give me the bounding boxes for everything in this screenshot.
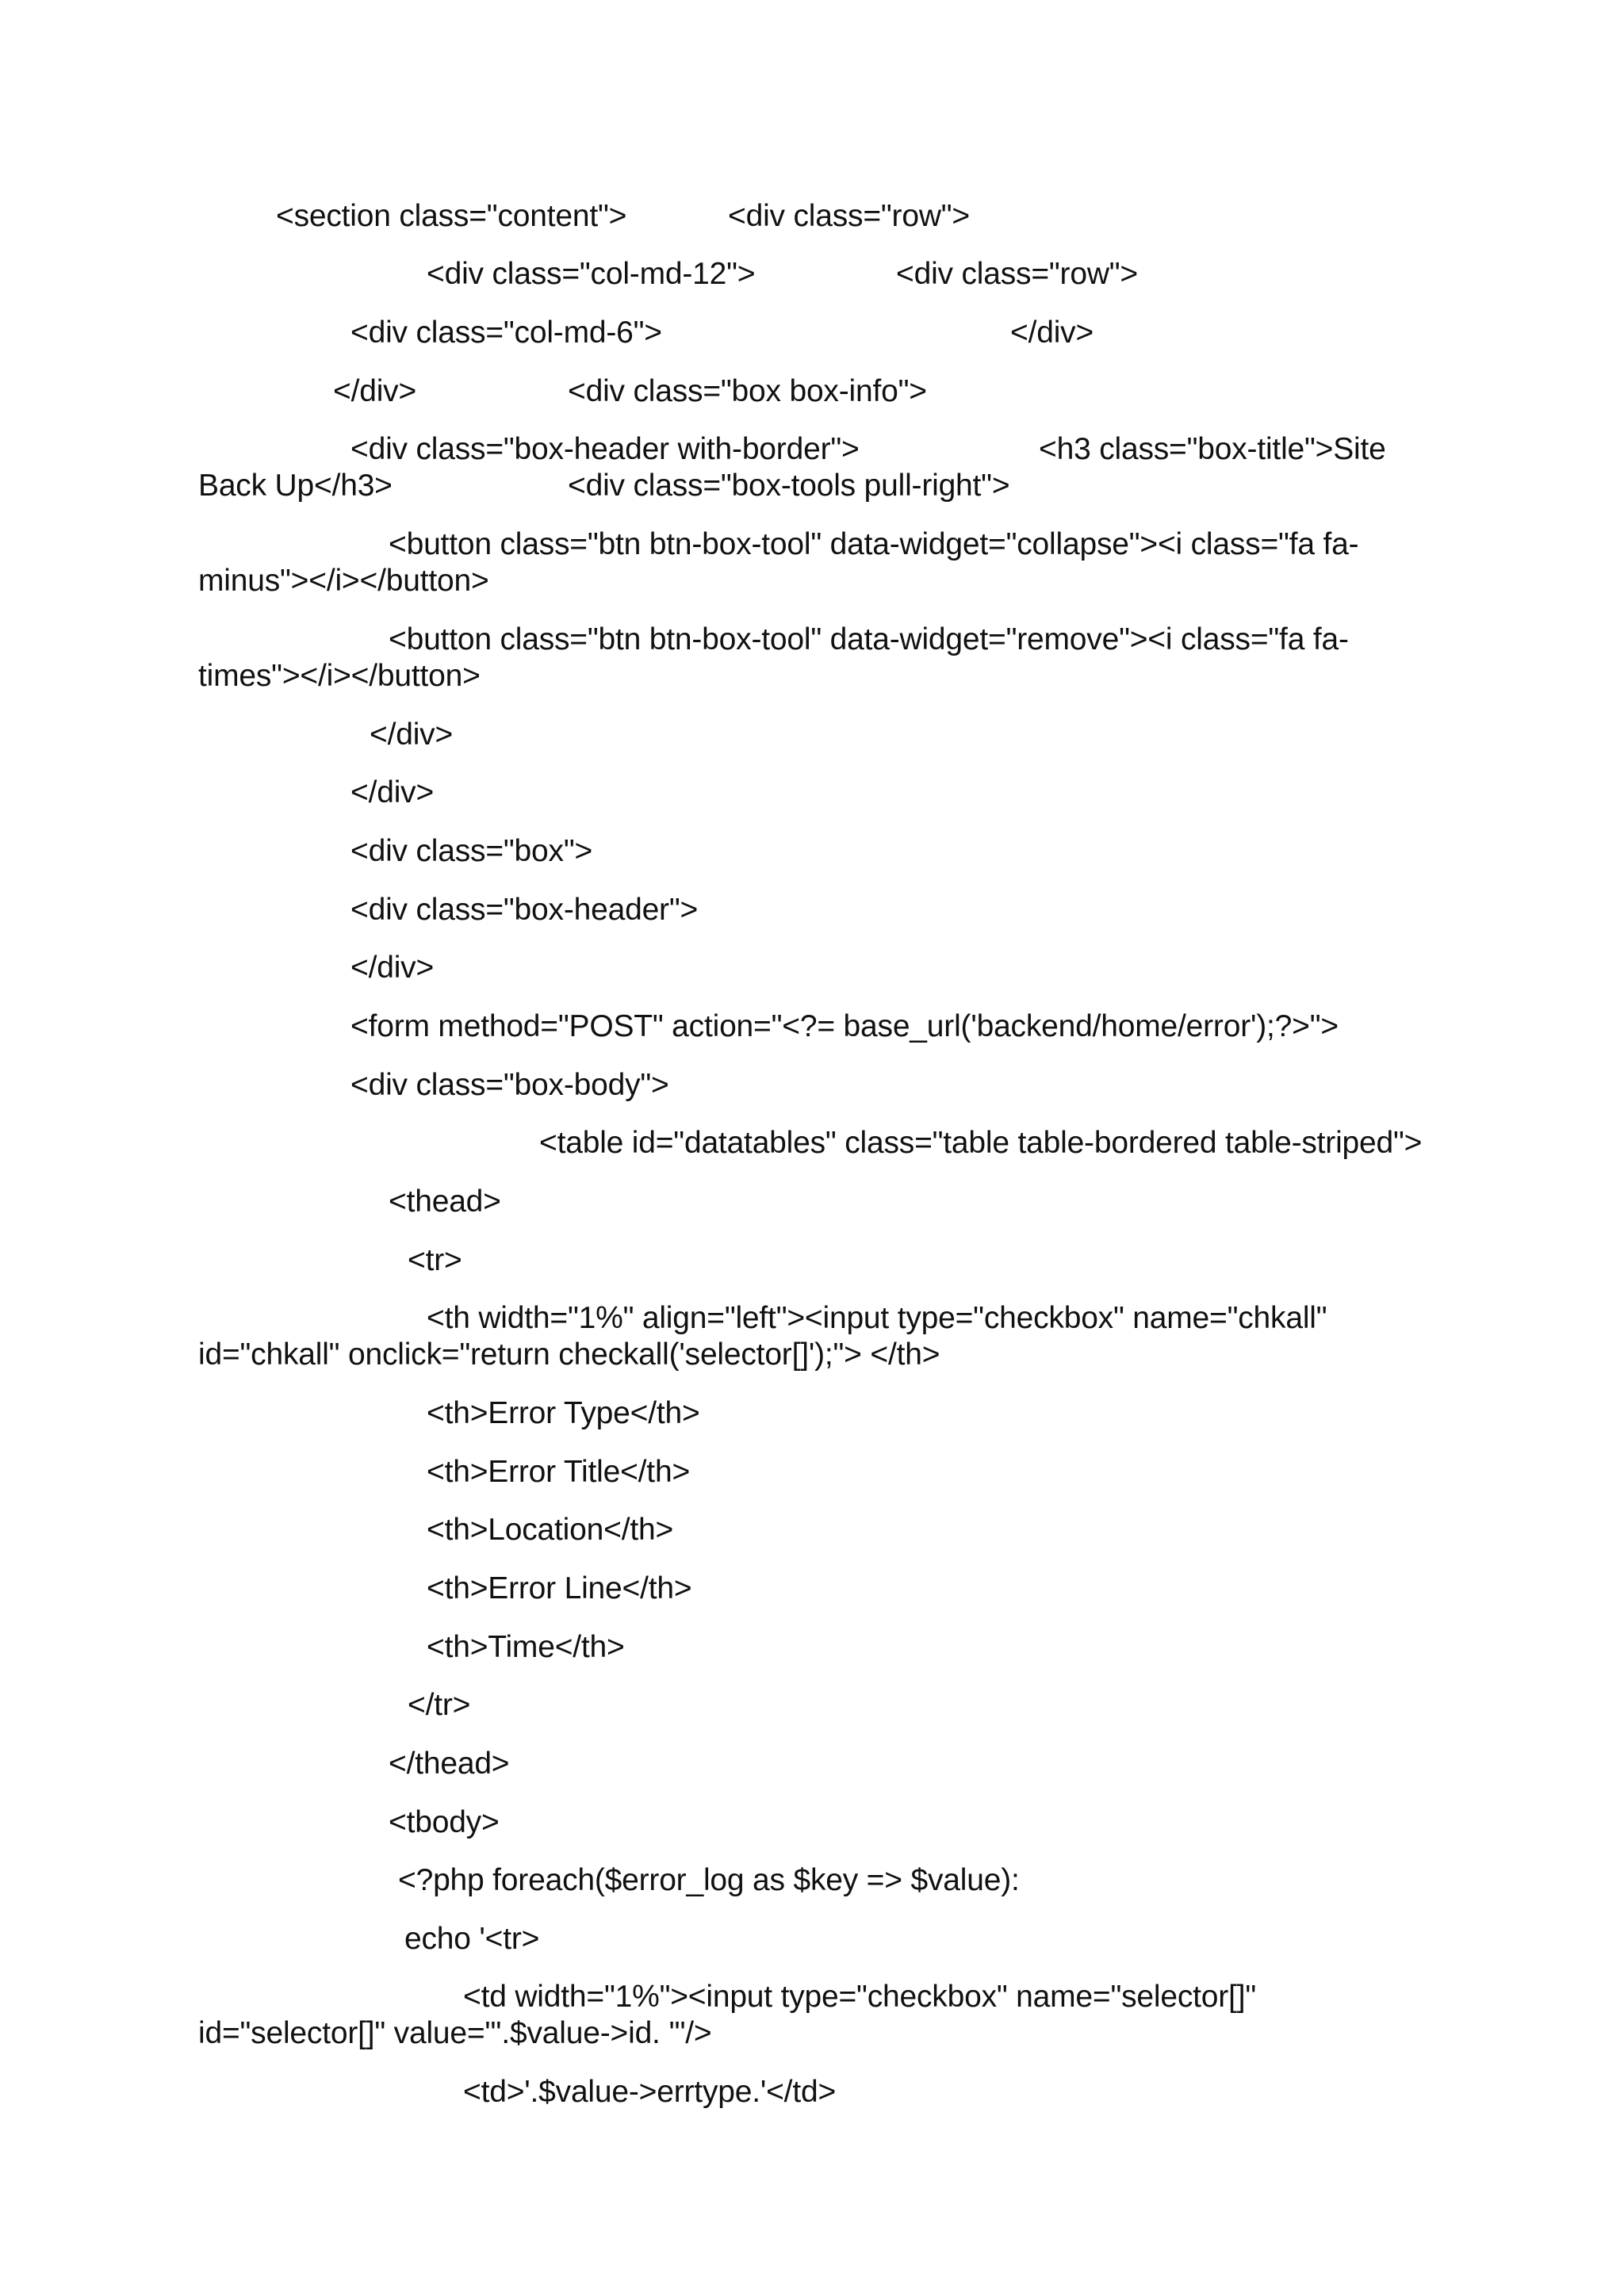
code-line: Back Up</h3>: [198, 469, 393, 503]
code-line: <th>Time</th>: [427, 1630, 625, 1664]
code-line: <td width="1%"><input type="checkbox" name="selector[]": [463, 1980, 1256, 2014]
code-line: <div class="box-header with-border">: [350, 432, 860, 466]
code-line: </div>: [350, 775, 435, 809]
code-line: <table id="datatables" class="table table-bordered table-striped">: [539, 1126, 1423, 1160]
code-line: </thead>: [389, 1747, 510, 1781]
code-line: <div class="box box-info">: [568, 374, 927, 408]
code-line: <form method="POST" action="<?= base_url('backend/home/error');?>">: [350, 1009, 1339, 1043]
code-line: <tr>: [408, 1243, 462, 1277]
code-line: </div>: [333, 374, 417, 408]
code-line: id="selector[]" value="'.$value->id. '"/>: [198, 2016, 712, 2050]
code-line: <div class="col-md-6">: [350, 316, 662, 350]
code-line: <div class="row">: [896, 257, 1139, 291]
code-line: echo '<tr>: [404, 1922, 540, 1956]
code-line: </div>: [350, 951, 435, 985]
code-line: <tbody>: [389, 1805, 500, 1839]
code-line: <div class="box-body">: [350, 1068, 669, 1102]
code-line: <th>Error Type</th>: [427, 1396, 700, 1430]
code-line: <thead>: [389, 1184, 501, 1219]
code-line: </tr>: [408, 1688, 471, 1722]
code-line: <button class="btn btn-box-tool" data-widget="remove"><i class="fa fa-: [389, 622, 1349, 656]
code-line: <th width="1%" align="left"><input type="checkbox" name="chkall": [427, 1301, 1327, 1335]
code-line: <button class="btn btn-box-tool" data-widget="collapse"><i class="fa fa-: [389, 527, 1359, 561]
code-line: <div class="box">: [350, 834, 593, 868]
code-line: <?php foreach($error_log as $key => $value):: [398, 1863, 1020, 1897]
code-line: id="chkall" onclick="return checkall('selector[]');"> </th>: [198, 1337, 940, 1372]
code-line: <div class="row">: [728, 199, 971, 233]
code-line: </div>: [370, 718, 454, 752]
code-line: <th>Location</th>: [427, 1513, 674, 1547]
code-line: <div class="box-tools pull-right">: [568, 469, 1010, 503]
code-line: <td>'.$value->errtype.'</td>: [463, 2075, 837, 2109]
code-line: </div>: [1010, 316, 1094, 350]
code-line: <section class="content">: [276, 199, 627, 233]
code-line: times"></i></button>: [198, 659, 481, 693]
code-line: minus"></i></button>: [198, 564, 489, 598]
code-line: <div class="col-md-12">: [427, 257, 756, 291]
code-line: <th>Error Title</th>: [427, 1455, 691, 1489]
code-line: <h3 class="box-title">Site: [1039, 432, 1386, 466]
code-line: <div class="box-header">: [350, 893, 699, 927]
code-line: <th>Error Line</th>: [427, 1571, 692, 1605]
